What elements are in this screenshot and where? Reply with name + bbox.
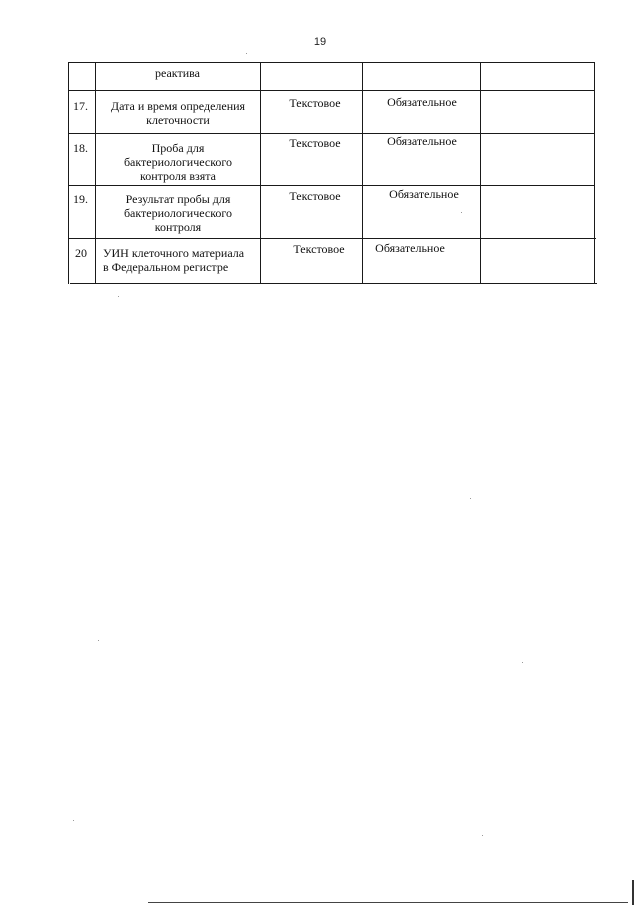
cell-line: Проба для <box>151 141 205 155</box>
table-rule <box>69 238 596 239</box>
table-cell-type: Текстовое <box>289 136 341 150</box>
table-rule <box>594 62 595 284</box>
table-rule <box>68 90 594 91</box>
table-cell-required: Обязательное <box>375 241 445 255</box>
table-cell-name <box>98 99 258 127</box>
table-rule <box>68 62 69 284</box>
table-rule <box>69 185 595 186</box>
table-cell-required: Обязательное <box>387 95 457 109</box>
scan-speck <box>118 296 119 297</box>
scan-edge <box>632 880 634 905</box>
table-rule <box>480 62 481 284</box>
scan-edge <box>148 902 628 903</box>
table-cell-name <box>98 141 258 183</box>
table-rule <box>70 283 597 284</box>
cell-line: реактива <box>155 66 200 80</box>
scan-speck <box>482 835 483 836</box>
table-cell-number: 20 <box>75 246 87 260</box>
scan-speck <box>73 820 74 821</box>
scan-speck <box>246 53 247 54</box>
table-cell-name <box>98 192 258 234</box>
table-cell-required: Обязательное <box>387 134 457 148</box>
cell-line: клеточности <box>146 113 210 127</box>
page-number: 19 <box>313 36 327 48</box>
table-cell-number: 17. <box>73 99 88 113</box>
scan-speck <box>522 662 523 663</box>
table-cell-name <box>100 66 255 80</box>
table-cell-number: 18. <box>73 141 88 155</box>
cell-line: бактериологического <box>123 155 233 169</box>
scan-speck <box>98 640 99 641</box>
cell-line: УИН клеточного материала <box>103 246 245 260</box>
scan-speck <box>461 212 462 213</box>
cell-line: Результат пробы для <box>125 192 231 206</box>
table-rule <box>68 62 594 63</box>
cell-line: в Федеральном регистре <box>103 260 229 274</box>
cell-line: контроля взята <box>139 169 217 183</box>
table-cell-number: 19. <box>73 192 88 206</box>
table-cell-type: Текстовое <box>289 189 341 203</box>
table-cell-type: Текстовое <box>289 96 341 110</box>
table-cell-name <box>103 246 263 274</box>
cell-line: бактериологического <box>123 206 233 220</box>
cell-line: Дата и время определения <box>110 99 246 113</box>
fields-table <box>0 0 640 300</box>
table-cell-required: Обязательное <box>389 187 459 201</box>
cell-line: контроля <box>154 220 202 234</box>
table-rule <box>68 133 594 134</box>
scan-speck <box>470 498 471 499</box>
table-cell-type: Текстовое <box>293 242 345 256</box>
